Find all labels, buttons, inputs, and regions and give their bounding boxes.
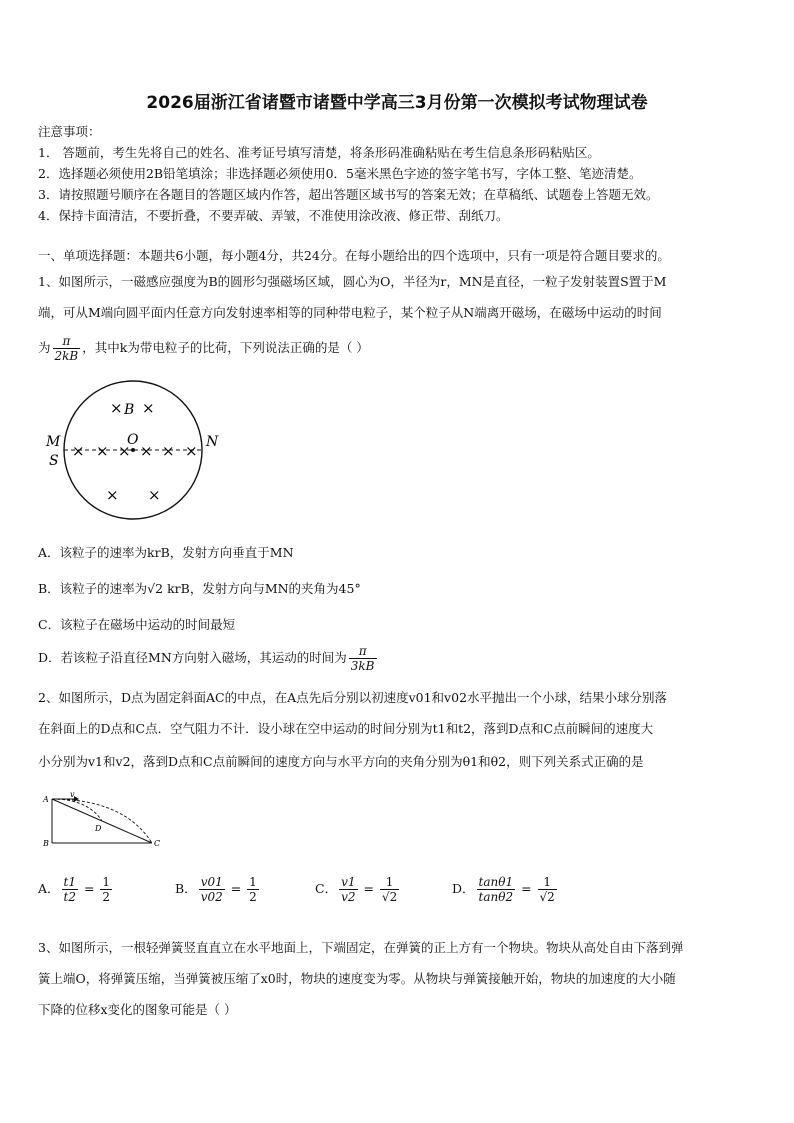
q1-frac-num: π — [53, 334, 81, 349]
notice-heading: 注意事项： — [38, 124, 101, 139]
lhs-den: v2 — [341, 890, 356, 904]
q1-line-1: 1、如图所示，一磁感应强度为B的圆形匀强磁场区域，圆心为O，半径为r，MN是直径，一粒子发射装置S置于M — [38, 274, 667, 289]
rhs-den: √2 — [539, 890, 555, 904]
q1-line-3-post: ，其中k为带电粒子的比荷，下列说法正确的是（ ） — [82, 340, 369, 355]
notice-item-4: 4．保持卡面清洁，不要折叠，不要弄破、弄皱，不准使用涂改液、修正带、刮纸刀。 — [38, 208, 509, 223]
lhs-fraction — [199, 875, 225, 904]
section-heading: 一、单项选择题：本题共6小题，每小题4分，共24分。在每小题给出的四个选项中，只有一项是符合题目要求的。 — [38, 248, 670, 263]
cross-mark: × — [96, 442, 109, 460]
q1-option-d-text: D．若该粒子沿直径MN方向射入磁场，其运动的时间为 — [38, 650, 347, 665]
lhs-num: tanθ1 — [478, 875, 514, 889]
rhs-den: √2 — [381, 890, 398, 904]
q1-frac-den: 2kB — [54, 349, 79, 363]
rhs-fraction — [538, 875, 557, 904]
notice-item-2: 2．选择题必须使用2B铅笔填涂；非选择题必须使用0．5毫米黑色字迹的签字笔书写，字体工整、笔迹清楚。 — [38, 166, 642, 181]
rhs-fraction — [380, 875, 399, 904]
label-v: v — [70, 790, 75, 799]
q2-line-3: 小分别为v1和v2，落到D点和C点前瞬间的速度方向与水平方向的夹角分别为θ1和θ2，则下列关系式正确的是 — [38, 754, 644, 769]
cross-mark: × — [110, 399, 123, 417]
q1-option-a: A．该粒子的速率为krB，发射方向垂直于MN — [38, 545, 294, 560]
label-b: B — [124, 402, 135, 418]
label-c: C — [154, 839, 161, 848]
cross-mark: × — [106, 486, 119, 504]
center-dot — [131, 448, 135, 452]
rhs-fraction — [100, 875, 112, 904]
q3-line-1: 3、如图所示，一根轻弹簧竖直直立在水平地面上，下端固定，在弹簧的正上方有一个物块。物块从高处自由下落到弹 — [38, 940, 684, 955]
label-o: O — [127, 432, 139, 448]
cross-mark: × — [140, 442, 153, 460]
q1-line-2: 端，可从M端向圆平面内任意方向发射速率相等的同种带电粒子，某个粒子从N端离开磁场，在磁场中运动的时间 — [38, 305, 662, 320]
q2-option-label: C． — [315, 881, 338, 896]
page-title: 2026届浙江省诸暨市诸暨中学高三3月份第一次模拟考试物理试卷 — [146, 93, 648, 113]
q2-option-d: D． $\frac{\tan\theta 1}{\tan\theta 2}$ = $\frac{1}{√2}$ — [452, 875, 555, 904]
q2-line-1: 2、如图所示，D点为固定斜面AC的中点，在A点先后分别以初速度v01和v02水平抛出一个小球，结果小球分别落 — [38, 690, 668, 705]
cross-mark: × — [118, 442, 131, 460]
rhs-num: 1 — [102, 875, 111, 889]
rhs-fraction — [247, 875, 259, 904]
q1-time-fraction — [53, 334, 81, 363]
q1-line-3 — [38, 334, 369, 363]
notice-item-3: 3．请按照题号顺序在各题目的答题区域内作答，超出答题区域书写的答案无效；在草稿纸、试题卷上答题无效。 — [38, 187, 659, 202]
lhs-num: t1 — [63, 875, 76, 889]
q2-option-label: D． — [452, 881, 475, 896]
lhs-num: v01 — [200, 875, 223, 889]
notice-item-1: 1． 答题前，考生先将自己的姓名、准考证号填写清楚，将条形码准确粘贴在考生信息条形码粘贴区。 — [38, 145, 600, 160]
rhs-den: 2 — [102, 890, 111, 904]
cross-mark: × — [142, 399, 155, 417]
q3-line-2: 簧上端O，将弹簧压缩，当弹簧被压缩了x0时，物块的速度变为零。从物块与弹簧接触开始，物块的加速度的大小随 — [38, 971, 676, 986]
q1-option-d-den: 3kB — [350, 659, 375, 673]
label-a: A — [43, 795, 49, 804]
label-d: D — [95, 824, 102, 833]
lhs-fraction — [339, 875, 357, 904]
lhs-num: v1 — [341, 875, 356, 889]
q2-option-label: A． — [38, 881, 60, 896]
lhs-den: tanθ2 — [478, 890, 514, 904]
label-s: S — [49, 453, 59, 469]
lhs-fraction — [62, 875, 78, 904]
cross-mark: × — [72, 442, 85, 460]
q1-magnetic-field-figure — [40, 378, 230, 543]
cross-mark: × — [185, 442, 198, 460]
q1-option-d — [38, 644, 379, 673]
label-m: M — [46, 434, 61, 450]
rhs-num: 1 — [538, 875, 557, 890]
q3-line-3: 下降的位移x变化的图象可能是（ ） — [38, 1002, 237, 1017]
rhs-num: 1 — [380, 875, 399, 890]
q2-option-c: C． $\frac{v1}{v2}$ = $\frac{1}{√2}$ — [315, 875, 398, 904]
cross-mark: × — [162, 442, 175, 460]
lhs-den: t2 — [63, 890, 76, 904]
q1-option-d-fraction — [349, 644, 377, 673]
label-b: B — [43, 839, 49, 848]
q2-option-b: B． $\frac{v01}{v02}$ = $\frac{1}{2}$ — [175, 875, 257, 904]
lhs-fraction — [477, 875, 516, 904]
q1-line-3-pre: 为 — [38, 340, 51, 355]
q1-option-c: C．该粒子在磁场中运动的时间最短 — [38, 617, 236, 632]
rhs-den: 2 — [249, 890, 257, 904]
label-n: N — [206, 434, 219, 450]
q2-option-label: B． — [175, 881, 197, 896]
lhs-den: v02 — [200, 890, 223, 904]
q2-line-2: 在斜面上的D点和C点．空气阻力不计．设小球在空中运动的时间分别为t1和t2，落到D点和C点前瞬间的速度大 — [38, 721, 654, 736]
cross-mark: × — [148, 486, 161, 504]
q2-option-a: A． $\frac{t1}{t2}$ = $\frac{1}{2}$ — [38, 875, 111, 904]
q1-option-b: B．该粒子的速率为√2 krB，发射方向与MN的夹角为45° — [38, 581, 361, 596]
rhs-num: 1 — [249, 875, 257, 889]
q2-incline-figure — [40, 790, 170, 852]
q1-option-d-num: π — [349, 644, 377, 659]
